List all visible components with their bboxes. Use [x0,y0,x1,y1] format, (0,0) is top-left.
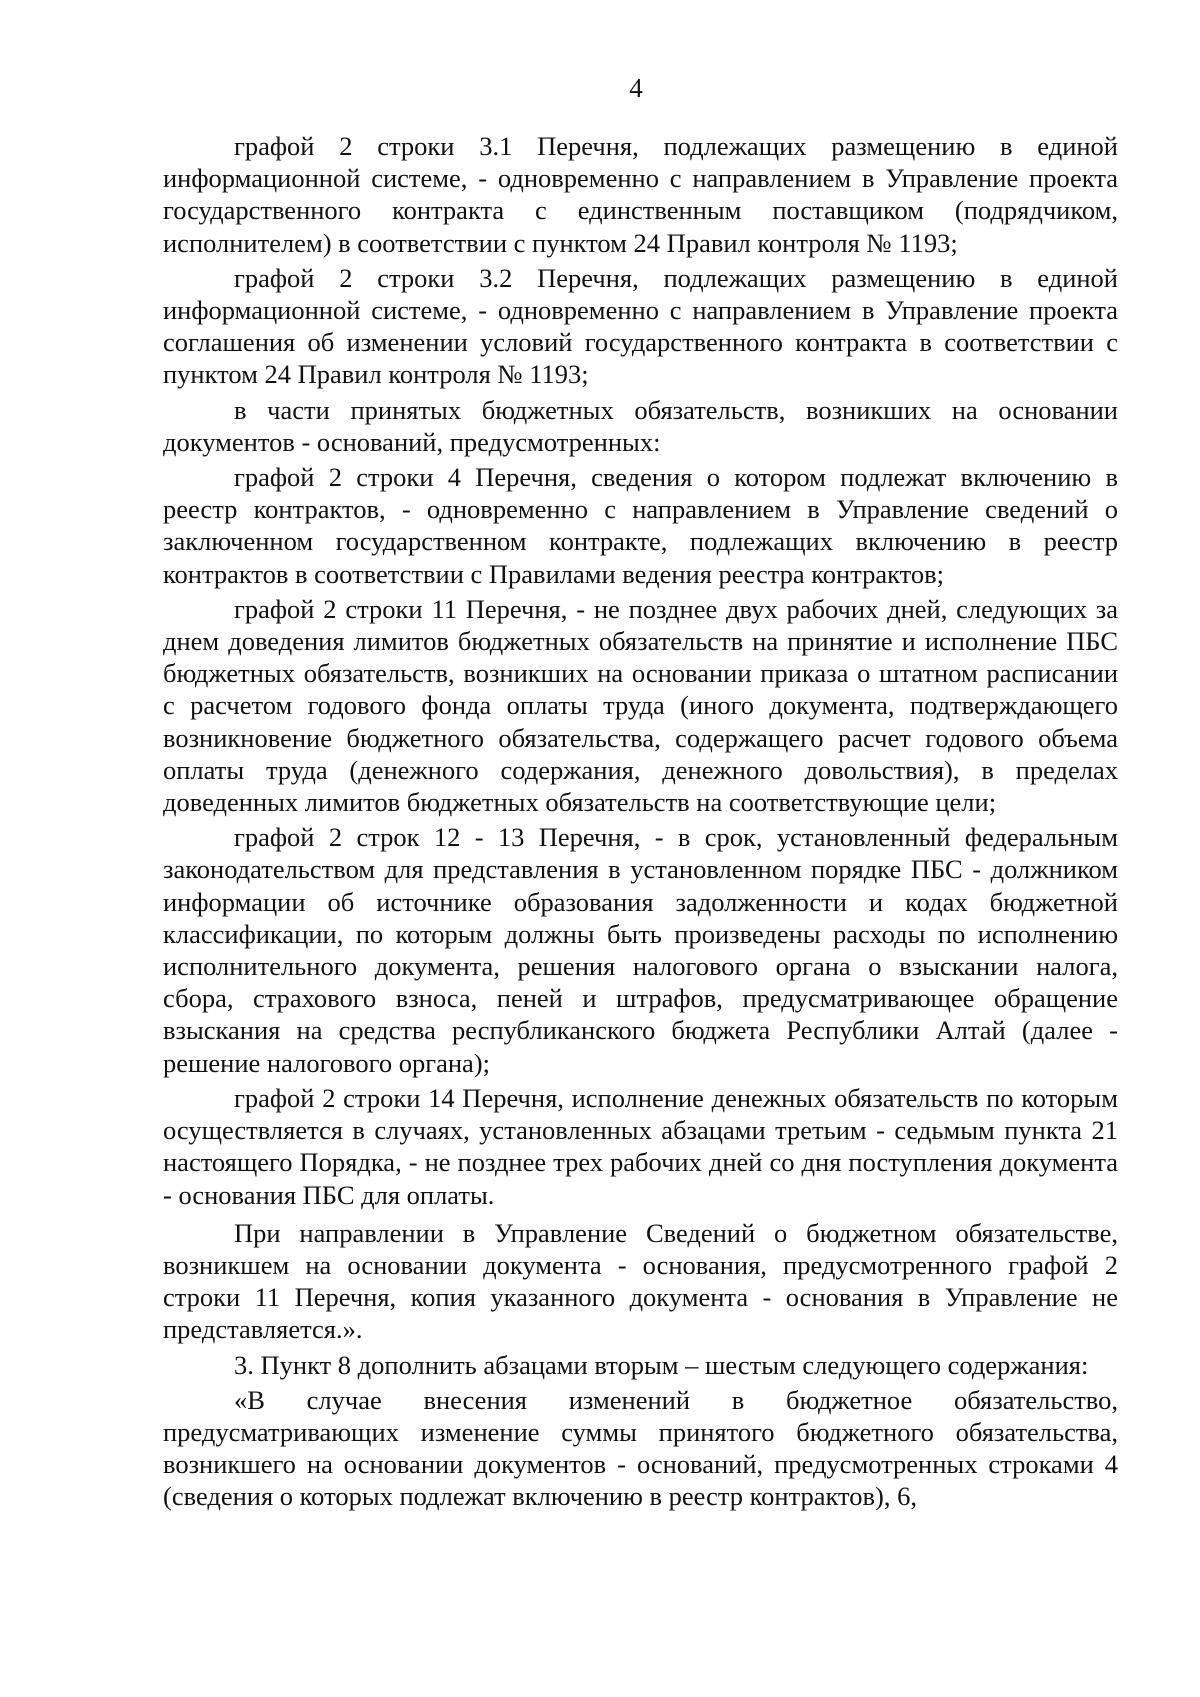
paragraph-10: «В случае внесения изменений в бюджетное обязательство, предусматривающих изменение суммы принятого бюджетного обязательства, возникшего на основании документов - оснований, предусмотренных строками 4 (сведения о которых подлежат включению в реестр контрактов), 6, [163,1384,1118,1512]
paragraph-6: графой 2 строк 12 - 13 Перечня, - в срок, установленный федеральным законодательством для представления в установленном порядке ПБС - должником информации об источнике образования задолженности и кодах бюджетной классификации, по которым должны быть произведены расходы по исполнению исполнительного документа, решения налогового органа о взыскании налога, сбора, страхового взноса, пеней и штрафов, предусматривающее обращение взыскания на средства республиканского бюджета Республики Алтай (далее - решение налогового органа); [163,822,1118,1078]
paragraph-8: При направлении в Управление Сведений о бюджетном обязательстве, возникшем на основании документа - основания, предусмотренного графой 2 строки 11 Перечня, копия указанного документа - основания в Управление не представляется.». [163,1217,1118,1345]
paragraph-7: графой 2 строки 14 Перечня, исполнение денежных обязательств по которым осуществляется в случаях, установленных абзацами третьим - седьмым пункта 21 настоящего Порядка, - не позднее трех рабочих дней со дня поступления документа - основания ПБС для оплаты. [163,1082,1118,1210]
paragraph-3: в части принятых бюджетных обязательств, возникших на основании документов - оснований, предусмотренных: [163,394,1118,457]
paragraph-4: графой 2 строки 4 Перечня, сведения о котором подлежат включению в реестр контрактов, - одновременно с направлением в Управление сведений о заключенном государственном контракте, подлежащих включению в реестр контрактов в соответствии с Правилами ведения реестра контрактов; [163,462,1118,589]
document-body [163,130,1118,1513]
paragraph-1: графой 2 строки 3.1 Перечня, подлежащих размещению в единой информационной системе, - одновременно с направлением в Управление проекта государственного контракта с единственным поставщиком (подрядчиком, исполнителем) в соответствии с пунктом 24 Правил контроля № 1193; [163,131,1118,258]
page-number: 4 [629,73,643,103]
paragraph-5: графой 2 строки 11 Перечня, - не позднее двух рабочих дней, следующих за днем доведения лимитов бюджетных обязательств на принятие и исполнение ПБС бюджетных обязательств, возникших на основании приказа о штатном расписании с расчетом годового фонда оплаты труда (иного документа, подтверждающего возникновение бюджетного обязательства, содержащего расчет годового объема оплаты труда (денежного содержания, денежного довольствия), в пределах доведенных лимитов бюджетных обязательств на соответствующие цели; [163,593,1118,818]
paragraph-9: 3. Пункт 8 дополнить абзацами вторым – шестым следующего содержания: [234,1349,1089,1380]
paragraph-2: графой 2 строки 3.2 Перечня, подлежащих размещению в единой информационной системе, - одновременно с направлением в Управление проекта соглашения об изменении условий государственного контракта в соответствии с пунктом 24 Правил контроля № 1193; [163,262,1118,390]
